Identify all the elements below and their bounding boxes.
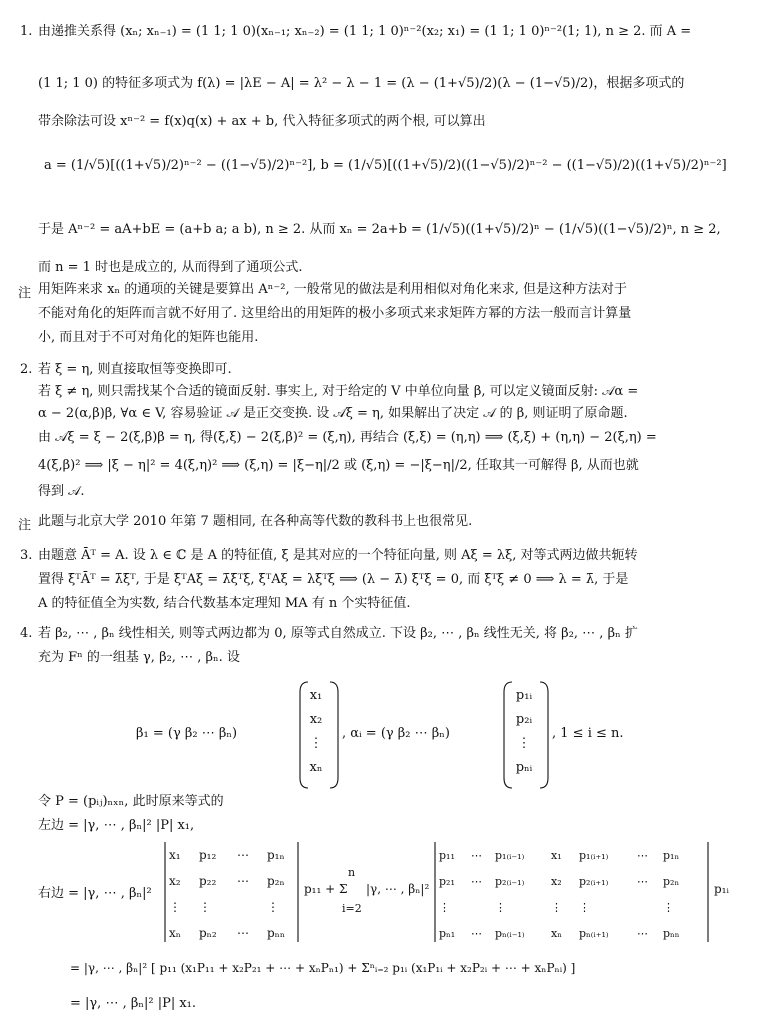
mid-term: p₁₁ + Σ [304,882,348,896]
det-cell: ⋯ [637,848,648,862]
det-cell: p₂₍ᵢ₋₁₎ [495,874,525,888]
text-line: 由递推关系得 (xₙ; xₙ₋₁) = (1 1; 1 0)(xₙ₋₁; xₙ₋₂) = (1 1; 1 0)ⁿ⁻²(x₂; x₁) = (1 1; 1 0)ⁿ⁻²(1; 1), n ≥ 2. 而 A = [38,24,692,39]
vector-p-brackets-right [538,680,552,790]
formula-line: = |γ, ⋯ , βₙ|² [ p₁₁ (x₁P₁₁ + x₂P₂₁ + ⋯ + xₙPₙ₁) + Σⁿᵢ₌₂ p₁ᵢ (x₁P₁ᵢ + x₂P₂ᵢ + ⋯ + xₙPₙᵢ) ] [70,961,576,975]
det-cell: x₁ [169,848,181,862]
note-mark: 注 [18,518,32,533]
text-line: (1 1; 1 0) 的特征多项式为 f(λ) = |λE − A| = λ² − λ − 1 = (λ − (1+√5)/2)(λ − (1−√5)/2)，根据多项式的 [38,76,685,91]
end-term: p₁ᵢ [714,882,729,896]
text-line: 而 n = 1 时也是成立的, 从而得到了通项公式. [38,260,303,275]
det-cell: p₂₍ᵢ₊₁₎ [579,874,609,888]
det-cell: p₁₍ᵢ₋₁₎ [495,848,525,862]
text-line: 左边 = |γ, ⋯ , βₙ|² |P| x₁, [38,818,195,833]
vector-entry: ⋮ [309,736,323,751]
det-cell: ⋮ [495,900,506,914]
vector-entry: ⋮ [517,736,531,751]
beta1-expression: β₁ = (γ β₂ ⋯ βₙ) [136,726,238,741]
vector-entry: p₂ᵢ [515,712,533,727]
det-cell: ⋮ [439,900,450,914]
formula-line: = |γ, ⋯ , βₙ|² |P| x₁. [70,996,197,1011]
det-cell: pₙ₍ᵢ₊₁₎ [579,926,609,940]
vector-entry: p₁ᵢ [515,688,533,703]
det-cell: xₙ [169,926,181,940]
det-cell: x₂ [169,874,181,888]
det-cell: pₙ₍ᵢ₋₁₎ [495,926,525,940]
det-cell [236,894,266,920]
right-side-equation [0,840,761,944]
text-line: 由题意 Āᵀ = A. 设 λ ∈ ℂ 是 A 的特征值, ξ 是其对应的一个特征向量, 则 Aξ = λξ, 对等式两边做共轭转 [38,548,638,563]
text-line: A 的特征值全为实数, 结合代数基本定理知 MA 有 n 个实特征值. [38,596,411,611]
text-line: 得到 𝒜. [38,484,85,499]
vector-p [510,684,538,780]
text-line: 若 ξ = η, 则直接取恒等变换即可. [38,362,232,377]
text-line: 置得 ξ̄ᵀĀᵀ = λ̄ξ̄ᵀ, 于是 ξ̄ᵀAξ = λ̄ξ̄ᵀξ, ξ̄ᵀAξ = λξ̄ᵀξ ⟹ (λ − λ̄) ξ̄ᵀξ = 0, 而 ξ̄ᵀξ ≠ 0 ⟹ λ = λ̄, 于是 [38,572,629,587]
det-cell: ⋯ [471,874,482,888]
text-line: 不能对角化的矩阵而言就不好用了. 这里给出的用矩阵的极小多项式来求矩阵方幂的方法一般而言计算量 [38,306,632,321]
det-cell [636,894,662,920]
det-cell: x₂ [551,874,562,888]
item-number: 1. [20,24,33,39]
det-cell: p₁ₙ [663,848,680,862]
det-cell: xₙ [551,926,562,940]
text-line: 若 β₂, ⋯ , βₙ 线性相关, 则等式两边都为 0, 原等式自然成立. 下设 β₂, ⋯ , βₙ 线性无关, 将 β₂, ⋯ , βₙ 扩 [38,626,638,641]
mid-term-2: |γ, ⋯ , βₙ|² [366,882,430,896]
vector-x [304,684,328,780]
det-cell: p₂ₙ [663,874,680,888]
det-cell: pₙₙ [267,926,286,940]
text-line: 此题与北京大学 2010 年第 7 题相同, 在各种高等代数的教科书上也很常见. [38,514,473,529]
text-line: 带余除法可设 xⁿ⁻² = f(x)q(x) + ax + b, 代入特征多项式的两个根, 可以算出 [38,114,486,129]
det-cell: pₙₙ [663,926,680,940]
det-cell: p₁₂ [199,848,217,862]
formula-line: 于是 Aⁿ⁻² = aA+bE = (a+b a; a b), n ≥ 2. 从而 xₙ = 2a+b = (1/√5)((1+√5)/2)ⁿ − (1/√5)((1−√5)/2)ⁿ, n ≥ 2, [38,222,721,237]
vector-x-brackets-right [328,680,342,790]
item-number: 4. [20,626,33,641]
text-line: 若 ξ ≠ η, 则只需找某个合适的镜面反射. 事实上, 对于给定的 V 中单位向量 β, 可以定义镜面反射: 𝒜α = [38,384,639,399]
note-mark: 注 [18,286,32,301]
det-cell: ⋮ [169,900,181,914]
det-cell: pₙ₁ [439,926,456,940]
det1 [168,842,304,946]
text-line: 4(ξ,β)² ⟹ |ξ − η|² = 4(ξ,η)² ⟹ (ξ,η) = |ξ−η|/2 或 (ξ,η) = −|ξ−η|/2, 任取其一可解得 β, 从而也就 [38,458,639,473]
sum-lower: i=2 [342,902,362,915]
det-cell: ⋮ [579,900,590,914]
det-cell: ⋯ [237,926,249,940]
det-cell: ⋮ [267,900,279,914]
text-line: 充为 Fⁿ 的一组基 γ, β₂, ⋯ , βₙ. 设 [38,650,240,665]
det-cell [470,894,494,920]
text-line: 令 P = (pᵢⱼ)ₙₓₙ, 此时原来等式的 [38,794,224,809]
text-line: α − 2(α,β)β, ∀α ∈ V, 容易验证 𝒜 是正交变换. 设 𝒜ξ = η, 如果解出了决定 𝒜 的 β, 则证明了原命题. [38,406,628,421]
det-cell: ⋮ [551,900,562,914]
text-line: 由 𝒜ξ = ξ − 2(ξ,β)β = η, 得(ξ,ξ) − 2(ξ,β)² = (ξ,η), 再结合 (ξ,ξ) = (η,η) ⟹ (ξ,ξ) + (η,η) − 2(ξ,η) = [38,430,657,445]
formula-line: a = (1/√5)[((1+√5)/2)ⁿ⁻² − ((1−√5)/2)ⁿ⁻²], b = (1/√5)[((1+√5)/2)((1−√5)/2)ⁿ⁻² − ((1−√5)/2)((1+√5)/2)ⁿ⁻²] [44,158,727,173]
det-cell: ⋯ [471,848,482,862]
det-cell: x₁ [551,848,562,862]
det-cell: pₙ₂ [199,926,217,940]
det-cell: ⋮ [199,900,211,914]
vector-entry: x₁ [309,688,323,703]
text-line: 用矩阵来求 xₙ 的通项的关键是要算出 Aⁿ⁻², 一般常见的做法是利用相似对角化来求, 但是这种方法对于 [38,282,627,297]
basis-equation [0,680,761,790]
det2 [438,842,694,946]
det-cell: p₂₂ [199,874,217,888]
det-cell: ⋮ [663,900,674,914]
det-cell: ⋯ [237,848,249,862]
det-cell: ⋯ [471,926,482,940]
vector-entry: x₂ [309,712,323,727]
text-line: 小, 而且对于不可对角化的矩阵也能用. [38,330,259,345]
det-cell: ⋯ [637,926,648,940]
det-cell: ⋯ [637,874,648,888]
det-cell: ⋯ [237,874,249,888]
item-number: 3. [20,548,33,563]
sum-upper: n [348,866,356,879]
det-cell: p₁₍ᵢ₊₁₎ [579,848,609,862]
vector-entry: xₙ [309,760,323,775]
vector-entry: pₙᵢ [515,760,533,775]
det-cell: p₂₁ [439,874,455,888]
alpha-expression: , αᵢ = (γ β₂ ⋯ βₙ) [342,726,450,741]
det-cell: p₁ₙ [267,848,285,862]
det-cell: p₁₁ [439,848,455,862]
det-cell: p₂ₙ [267,874,285,888]
item-number: 2. [20,362,33,377]
index-range: , 1 ≤ i ≤ n. [552,726,624,741]
right-label: 右边 = |γ, ⋯ , βₙ|² [38,886,152,901]
